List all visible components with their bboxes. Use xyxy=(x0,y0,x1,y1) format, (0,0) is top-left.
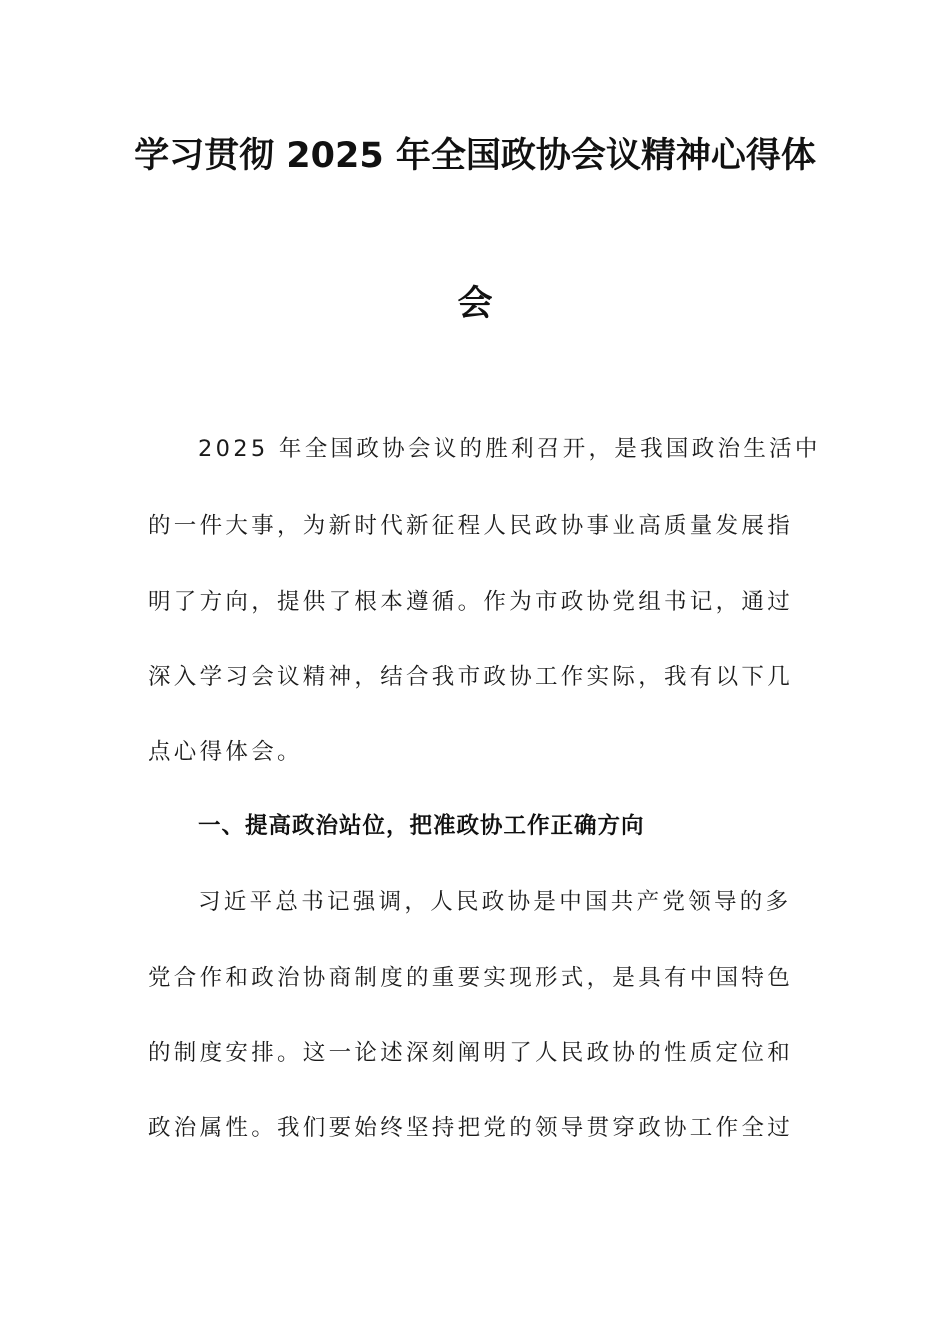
paragraph-1-line-1: 2025 年全国政协会议的胜利召开，是我国政治生活中 xyxy=(198,436,821,462)
document-title-line-2: 会 xyxy=(457,284,493,324)
paragraph-2-line-2: 党合作和政治协商制度的重要实现形式，是具有中国特色 xyxy=(148,965,794,991)
paragraph-1-line-4: 深入学习会议精神，结合我市政协工作实际，我有以下几 xyxy=(148,664,794,690)
paragraph-1-line-5: 点心得体会。 xyxy=(148,739,303,765)
paragraph-2-line-1: 习近平总书记强调，人民政协是中国共产党领导的多 xyxy=(198,889,792,915)
paragraph-2-line-3: 的制度安排。这一论述深刻阐明了人民政协的性质定位和 xyxy=(148,1040,794,1066)
paragraph-1-line-3: 明了方向，提供了根本遵循。作为市政协党组书记，通过 xyxy=(148,589,794,615)
paragraph-1-line-2: 的一件大事，为新时代新征程人民政协事业高质量发展指 xyxy=(148,513,794,539)
paragraph-2-line-4: 政治属性。我们要始终坚持把党的领导贯穿政协工作全过 xyxy=(148,1115,794,1141)
section-heading-1: 一、提高政治站位，把准政协工作正确方向 xyxy=(198,813,645,839)
document-title-line-1: 学习贯彻 2025 年全国政协会议精神心得体 xyxy=(134,136,816,176)
